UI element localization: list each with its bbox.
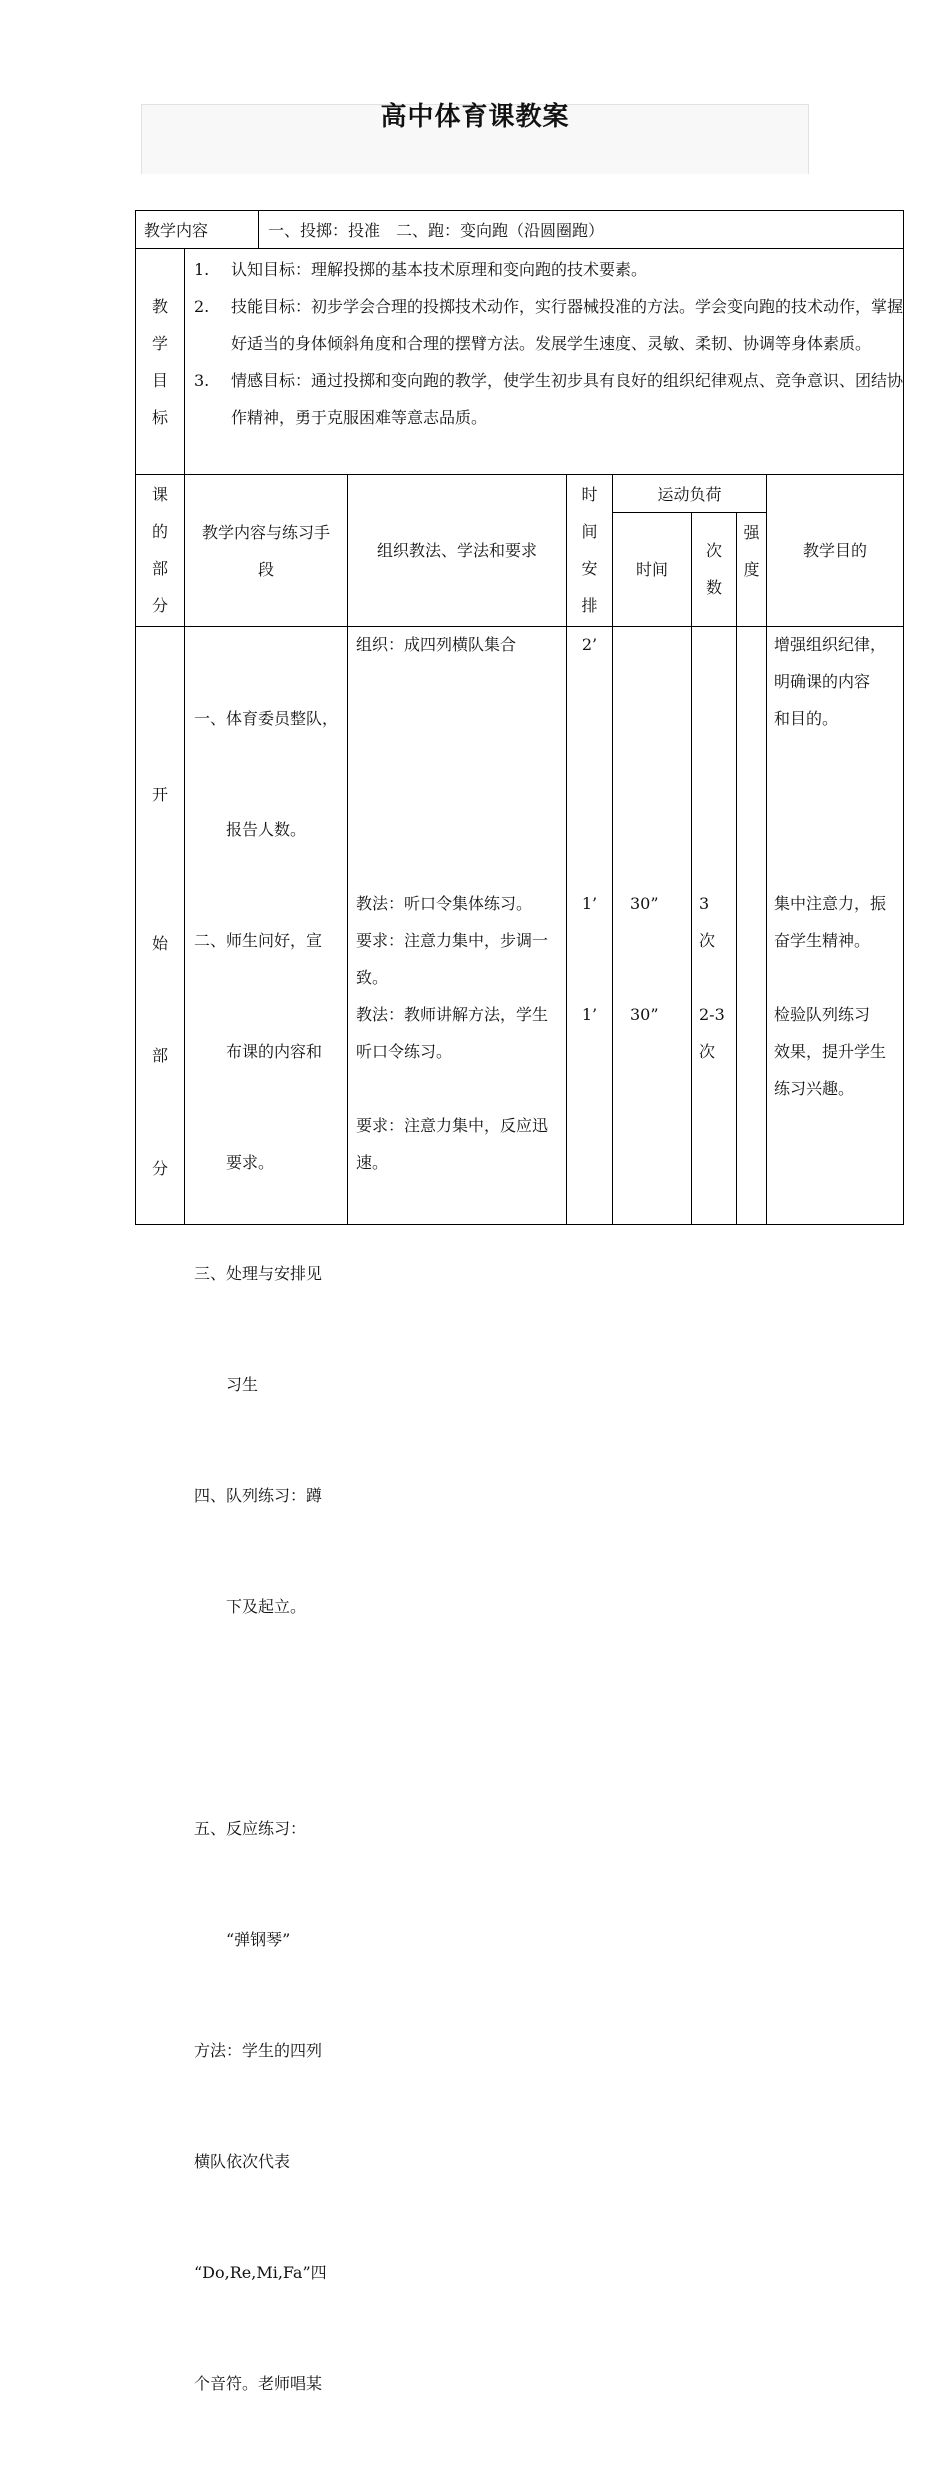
method-line: 教法：听口令集体练习。: [356, 894, 533, 913]
section-label-char: 部: [151, 1046, 168, 1065]
content-line: “弹钢琴”: [194, 1930, 291, 1949]
time-value: 1’: [581, 894, 598, 913]
goal-item: [194, 362, 906, 436]
purpose-line: 奋学生精神。: [774, 931, 871, 950]
section-load-time: [630, 626, 690, 1033]
header-content: 教学内容与练习手 段: [201, 523, 330, 579]
goal-text: 认知目标：理解投掷的基本技术原理和变向跑的技术要素。: [231, 260, 648, 279]
load-count-value: 2-3: [699, 1005, 725, 1024]
content-line: 一、体育委员整队，: [194, 709, 339, 728]
method-line: 速。: [356, 1153, 389, 1172]
section-label-char: 开: [151, 785, 168, 804]
table-line: [736, 512, 737, 1225]
header-load-intensity: 强 度: [743, 523, 760, 579]
content-line: 四、队列练习：蹲: [194, 1486, 323, 1505]
method-line: 要求：注意力集中，步调一: [356, 931, 549, 950]
time-value: 2’: [581, 635, 598, 654]
purpose-line: 和目的。: [774, 709, 839, 728]
header-purpose: 教学目的: [802, 541, 867, 560]
content-label: 教学内容: [144, 221, 209, 240]
content-line: 方法：学生的四列: [194, 2041, 323, 2060]
content-line: 五、反应练习：: [194, 1819, 307, 1838]
section-time: [567, 626, 612, 1033]
header-load-count: 次 数: [705, 541, 722, 597]
purpose-line: 集中注意力，振: [774, 894, 887, 913]
content-line: 三、处理与安排见: [194, 1264, 323, 1283]
purpose-line: 练习兴趣。: [774, 1079, 855, 1098]
goals-list: [194, 251, 906, 436]
table-line: [766, 474, 767, 1225]
method-line: [356, 663, 566, 700]
load-time-value: 30”: [630, 1005, 659, 1024]
goal-number: 2.: [194, 297, 210, 316]
load-count-value: 次: [699, 1042, 716, 1061]
purpose-line: 明确课的内容: [774, 672, 871, 691]
section-method: [356, 626, 566, 1181]
section-label-char: 分: [151, 1159, 168, 1178]
purpose-line: 效果，提升学生: [774, 1042, 887, 1061]
method-line: [356, 811, 566, 848]
content-line: 下及起立。: [194, 1597, 307, 1616]
table-line: [184, 248, 185, 1225]
load-count-value: 次: [699, 931, 716, 950]
content-line: 要求。: [194, 1153, 275, 1172]
header-time-arrangement: 时 间 安 排: [581, 485, 598, 615]
goal-text: 情感目标：通过投掷和变向跑的教学，使学生初步具有良好的组织纪律观点、竞争意识、团结协作精神，勇于克服困难等意志品质。: [231, 371, 904, 427]
goal-number: 1.: [194, 260, 210, 279]
goal-item: [194, 288, 906, 362]
header-part: 课 的 部 分: [151, 485, 168, 615]
table-line: [691, 512, 692, 1225]
content-line: 横队依次代表: [194, 2152, 291, 2171]
method-line: [356, 700, 566, 737]
content-line: 个音符。老师唱某: [194, 2374, 323, 2393]
table-line: [258, 210, 259, 249]
method-line: [356, 737, 566, 774]
load-count-value: 3: [699, 894, 710, 913]
purpose-line: 检验队列练习: [774, 1005, 871, 1024]
goal-text: 技能目标：初步学会合理的投掷技术动作，实行器械投准的方法。学会变向跑的技术动作，掌握好适当的身体倾斜角度和合理的摆臂方法。发展学生速度、灵敏、柔韧、协调等身体素质。: [231, 297, 904, 353]
section-load-count: [699, 626, 735, 1070]
table-line: [347, 474, 348, 1225]
purpose-line: 增强组织纪律，: [774, 635, 887, 654]
goals-label: 教 学 目 标: [151, 297, 168, 427]
content-value: 一、投掷：投准 二、跑：变向跑（沿圆圈跑）: [268, 221, 605, 240]
method-line: [356, 848, 566, 885]
method-line: [356, 774, 566, 811]
method-line: 教法：教师讲解方法，学生: [356, 1005, 549, 1024]
method-line: 听口令练习。: [356, 1042, 453, 1061]
table-line: [135, 474, 904, 475]
header-load: 运动负荷: [657, 485, 722, 504]
section-label-char: 始: [151, 934, 168, 953]
header-load-time: 时间: [635, 560, 668, 579]
content-line: [194, 1699, 346, 1736]
table-border-top: [135, 210, 904, 211]
content-line: “Do,Re,Mi,Fa”四: [194, 2263, 327, 2282]
load-time-value: 30”: [630, 894, 659, 913]
page-title: 高中体育课教案: [380, 102, 570, 132]
time-value: 1’: [581, 1005, 598, 1024]
content-line: 布课的内容和: [194, 1042, 323, 1061]
method-line: [356, 1070, 566, 1107]
goal-number: 3.: [194, 371, 210, 390]
method-line: 要求：注意力集中，反应迅: [356, 1116, 549, 1135]
section-content: [194, 626, 346, 2476]
goal-item: [194, 251, 906, 288]
method-line: 致。: [356, 968, 389, 987]
content-line: 二、师生问好，宣: [194, 931, 323, 950]
section-purpose: [774, 626, 902, 1107]
content-line: 报告人数。: [194, 820, 307, 839]
method-line: 组织：成四列横队集合: [356, 635, 517, 654]
header-method: 组织教法、学法和要求: [376, 541, 537, 560]
content-line: 习生: [194, 1375, 259, 1394]
